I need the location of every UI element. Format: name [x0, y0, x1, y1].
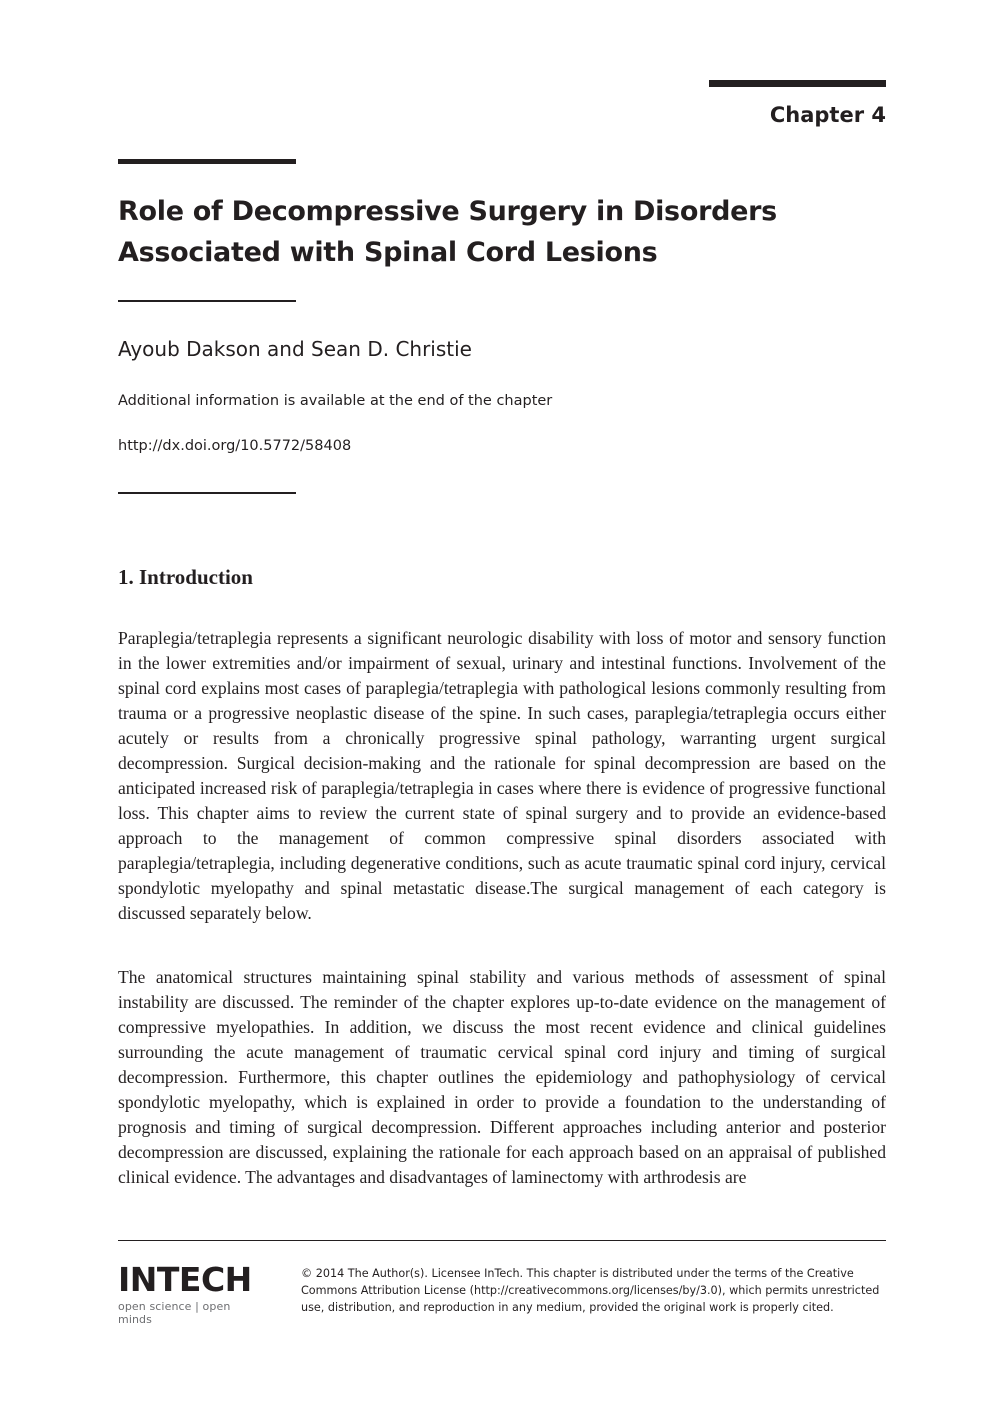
- section-heading: 1. Introduction: [118, 565, 253, 589]
- body-paragraph: The anatomical structures maintaining spinal stability and various methods of assessment of spinal instability are discussed. The reminder of the chapter explores up-to-date evidence on the management of compressive myelopathies. In addition, we discuss the most recent evidence and clinical guidelines surrounding the acute management of traumatic cervical spinal cord injury and timing of surgical decompression. Furthermore, this chapter outlines the epidemiology and pathophysiology of cervical spondylotic myelopathy, which is explained in order to provide a foundation to the understanding of prognosis and timing of surgical decompression. Different approaches including anterior and posterior decompression are discussed, explaining the rationale for each approach based on an appraisal of published clinical evidence. The advantages and disadvantages of laminectomy with arthrodesis are: [118, 967, 886, 1187]
- additional-info-note: Additional information is available at the end of the chapter: [118, 393, 553, 409]
- intech-logo-word: INTECH: [118, 1260, 252, 1299]
- title-top-rule: [118, 159, 296, 164]
- license-notice: © 2014 The Author(s). Licensee InTech. This chapter is distributed under the terms of the Creative Commons Attribution License (http://creativecommons.org/licenses/by/3.0), which permits unrestricted use, distribution, and reproduction in any medium, provided the original work is properly cited.: [301, 1267, 880, 1315]
- doi-link[interactable]: http://dx.doi.org/10.5772/58408: [118, 438, 352, 454]
- chapter-label: Chapter 4: [769, 103, 886, 127]
- intech-logo-tagline: open science | open minds: [118, 1300, 231, 1326]
- body-paragraph: Paraplegia/tetraplegia represents a significant neurologic disability with loss of motor and sensory function in the lower extremities and/or impairment of sexual, urinary and intestinal functions. Involvement of the spinal cord explains most cases of paraplegia/tetraplegia with pathological lesions commonly resulting from trauma or a progressive neoplastic disease of the spine. In such cases, paraplegia/tetraplegia occurs either acutely or results from a chronically progressive spinal pathology, warranting urgent surgical decompression. Surgical decision-making and the rationale for spinal decompression are based on the anticipated increased risk of paraplegia/tetraplegia in cases where there is evidence of progressive functional loss. This chapter aims to review the current state of spinal surgery and to provide an evidence-based approach to the management of common compressive spinal disorders associated with paraplegia/tetraplegia, including degenerative conditions, such as acute traumatic spinal cord injury, cervical spondylotic myelopathy and spinal metastatic disease.The surgical management of each category is discussed separately below.: [118, 628, 886, 923]
- footer-rule: [118, 1240, 886, 1241]
- article-title: Role of Decompressive Surgery in Disorders Associated with Spinal Cord Lesions: [118, 196, 777, 268]
- authors: Ayoub Dakson and Sean D. Christie: [118, 337, 472, 361]
- doi-bottom-rule: [118, 492, 296, 494]
- intech-logo: [118, 1262, 253, 1326]
- title-bottom-rule: [118, 300, 296, 302]
- chapter-top-rule: [709, 80, 886, 87]
